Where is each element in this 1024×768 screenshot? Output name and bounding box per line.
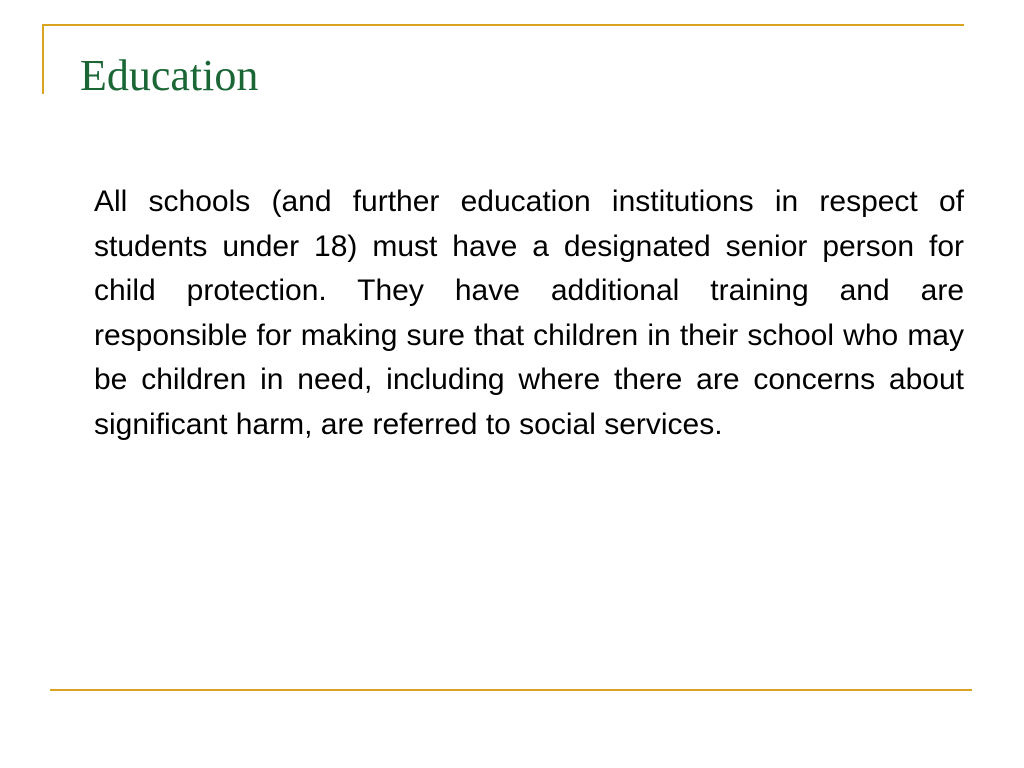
accent-vertical-line — [42, 24, 44, 94]
accent-top-line — [42, 24, 964, 26]
slide-title: Education — [80, 51, 259, 100]
slide-body-text: All schools (and further education institutions in respect of students under 18) must have a designated senior person for child protection. They have additional training and are responsible for making sure that children in their school who may be children in need, including where there are concerns about significant harm, are referred to social services. — [94, 185, 964, 441]
accent-bottom-line — [50, 689, 972, 691]
